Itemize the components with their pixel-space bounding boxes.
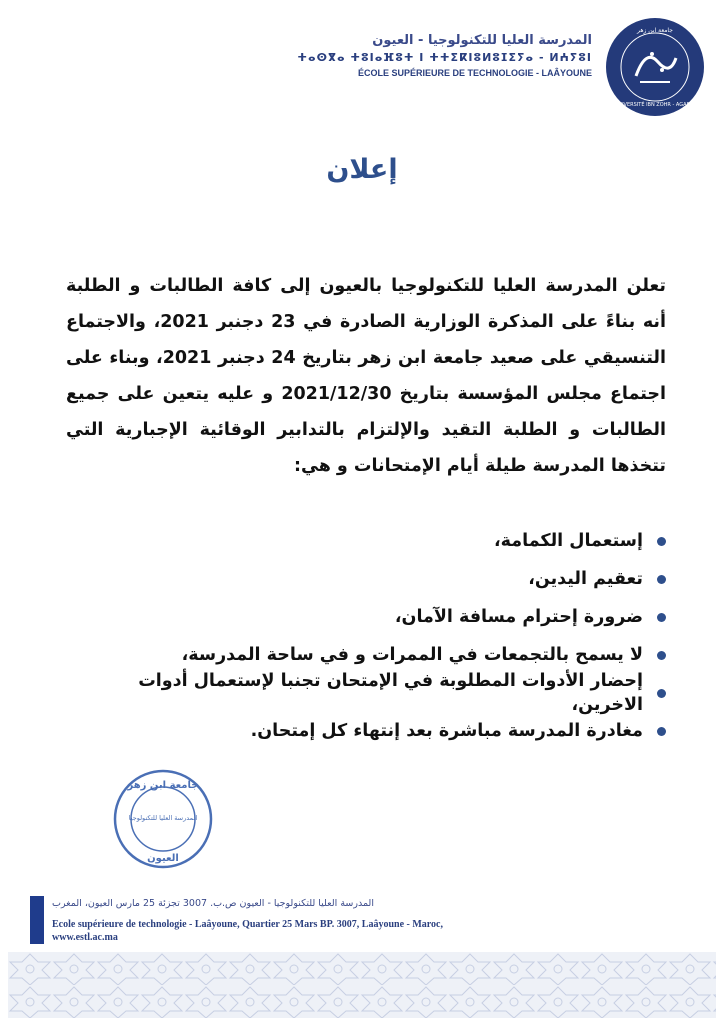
- school-name-french: ÉCOLE SUPÉRIEURE DE TECHNOLOGIE - LAÂYOUNE: [357, 68, 592, 78]
- school-name-block: [292, 32, 592, 80]
- bullet-icon: [657, 727, 666, 736]
- logo-text-fr: UNIVERSITÉ IBN ZOHR - AGADIR: [614, 102, 696, 108]
- bullet-icon: [657, 651, 666, 660]
- page-header: [0, 18, 724, 118]
- list-item: [66, 522, 666, 560]
- university-logo: [606, 18, 704, 116]
- footer-decorative-pattern: [8, 952, 716, 1018]
- footer-address-arabic: المدرسة العليا للتكنولوجيا - العيون ص.ب. 3007 تجزئة 25 مارس العيون، المغرب: [52, 898, 374, 909]
- list-item: [66, 560, 666, 598]
- list-item-text: ضرورة إحترام مسافة الآمان،: [394, 607, 643, 627]
- university-logo-icon: [606, 18, 704, 116]
- stamp-bottom-text: العيون: [147, 853, 179, 864]
- school-name-arabic: المدرسة العليا للتكنولوجيا - العيون: [372, 33, 592, 48]
- logo-text-ar: جامعة ابن زهر: [637, 27, 673, 34]
- list-item-text: إحضار الأدوات المطلوبة في الإمتحان تجنبا لإستعمال أدوات الاخرين،: [138, 671, 643, 715]
- list-item-text: مغادرة المدرسة مباشرة بعد إنتهاء كل إمتحان.: [250, 721, 643, 741]
- footer-website: www.estl.ac.ma: [52, 932, 118, 943]
- stamp-outer-text: جامعة ابن زهر: [127, 780, 199, 791]
- footer-address-fr-line: Ecole supérieure de technologie - Laâyoune, Quartier 25 Mars BP. 3007, Laâyoune - Maroc,: [52, 919, 443, 930]
- footer-address-french: [52, 918, 492, 944]
- bullet-icon: [657, 537, 666, 546]
- stamp-inner-text: المدرسة العليا للتكنولوجيا: [128, 814, 198, 822]
- list-item: [66, 671, 666, 715]
- official-stamp: [112, 768, 214, 870]
- list-item: [66, 712, 666, 750]
- announcement-body: [66, 268, 666, 484]
- list-item-text: إستعمال الكمامة،: [494, 531, 643, 551]
- announcement-paragraph: تعلن المدرسة العليا للتكنولوجيا بالعيون إلى كافة الطالبات و الطلبة أنه بناءً على المذكرة الوزارية الصادرة في 23 دجنبر 2021، والاجتماع التنسيقي على صعيد جامعة ابن زهر بتاريخ 24 دجنبر 2021، وبناء على اجتماع مجلس المؤسسة بتاريخ 2021/12/30 و عليه يتعين على جميع الطالبات و الطلبة التقيد والإلتزام بالتدابير الوقائية الإجبارية التي تتخذها المدرسة طيلة أيام الإمتحانات و هي:: [66, 276, 666, 476]
- bullet-icon: [657, 575, 666, 584]
- measures-list: [66, 522, 666, 750]
- list-item: [66, 598, 666, 636]
- footer-accent-bar: [30, 896, 44, 944]
- school-name-tifinagh: ⵜⴰⵙⴳⴰ ⵜⵓⵏⴰⴼⵓⵜ ⵏ ⵜⵜⵉⴽⵏⵓⵍⵓⵊⵉⵢⴰ - ⵍⵄⵢⵓⵏ: [297, 51, 592, 64]
- list-item-text: لا يسمح بالتجمعات في الممرات و في ساحة المدرسة،: [181, 645, 643, 665]
- bullet-icon: [657, 613, 666, 622]
- stamp-icon: [112, 768, 214, 870]
- page-title: إعلان: [326, 154, 398, 185]
- list-item-text: تعقيم اليدين،: [528, 569, 643, 589]
- bullet-icon: [657, 689, 666, 698]
